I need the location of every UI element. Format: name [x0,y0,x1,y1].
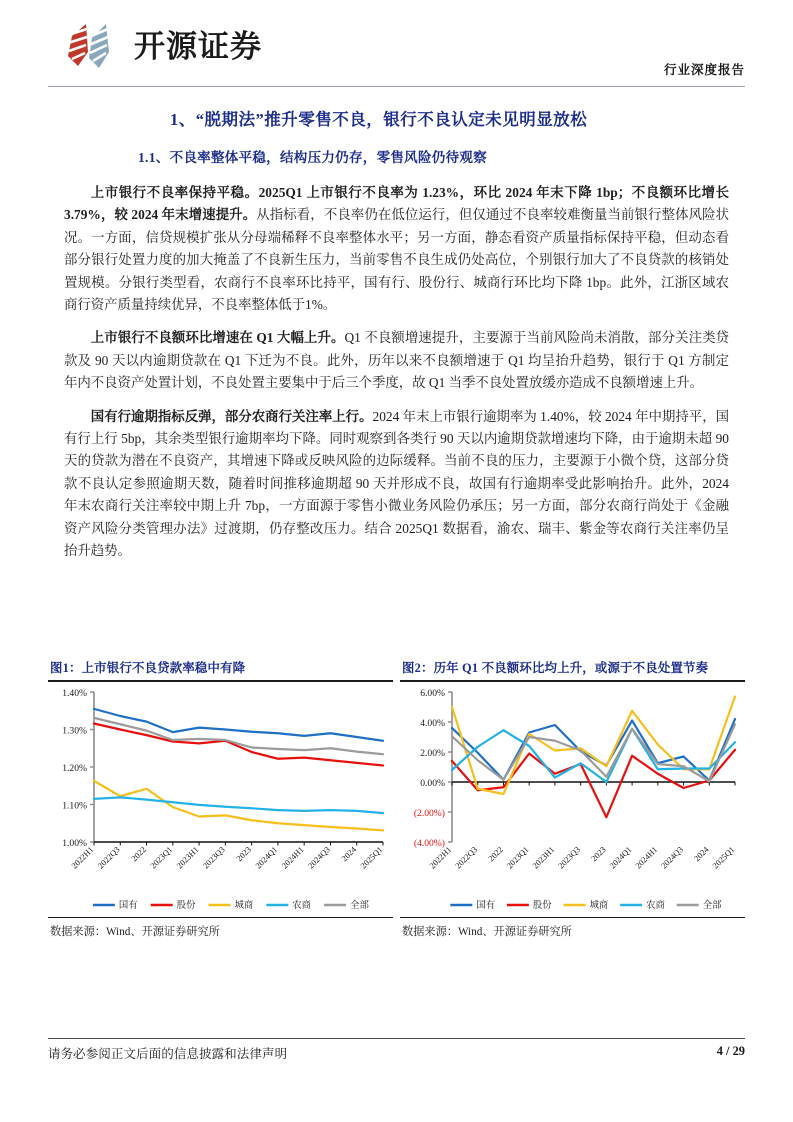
report-type-label: 行业深度报告 [663,63,745,77]
legend-label-农商: 农商 [292,900,312,911]
section-heading-1: 1、“脱期法”推升零售不良，银行不良认定未见明显放松 [170,110,588,129]
x-axis-tick-label: 2023 [589,844,608,863]
y-axis-tick-label: 1.10% [62,800,87,812]
x-axis-tick-label: 2024 [339,844,359,863]
x-axis-tick-label: 2023Q1 [505,844,531,871]
figure-2 [400,656,745,946]
series-line-城商 [452,696,735,794]
paragraph-3 [64,406,729,563]
x-axis-tick-label: 2024H1 [633,844,660,871]
x-axis-tick-label: 2025Q1 [358,844,385,871]
figure-2-source: 数据来源：Wind、开源证券研究所 [402,925,572,938]
x-axis-tick-label: 2022H1 [427,844,454,871]
paragraph-1-lead: 上市银行不良率保持平稳。 [90,185,259,200]
paragraph-1-bold: 2025Q1 上市银行不良率为 1.23%，环比 2024 年末下降 1bp；不良额环比增长 3.79%，较 2024 年末增速提升。 [64,185,730,223]
figure-1-chart [48,684,393,916]
paragraph-1-rest: 从指标看，不良率仍在低位运行，但仅通过不良率较难衡量当前银行整体风险状况。一方面，信贷规模扩张从分母端稀释不良率整体水平；另一方面，静态看资产质量指标保持平稳，但动态看部分银行处置力度的加大掩盖了不良新生压力，当前零售不良生成仍处高位，个别银行加大了不良贷款的核销处置规模。分银行类型看，农商行不良率环比持平，国有行、股份行、城商行环比均下降 1bp。此外，江浙区域农商行资产质量持续优异，不良率整体低于1%。 [64,207,730,313]
x-axis-tick-label: 2023Q3 [556,844,583,871]
legend-label-农商: 农商 [646,900,665,911]
legend-label-全部: 全部 [350,900,369,911]
brand-logo [66,22,262,70]
y-axis-tick-label: (4.00%) [413,837,445,849]
figure-2-title: 图2：历年 Q1 不良额环比均上升，或源于不良处置节奏 [402,661,709,675]
figure-1-plot-area [48,684,393,916]
series-line-国有 [94,708,383,740]
x-axis-tick-label: 2022Q3 [96,844,122,871]
x-axis-tick-label: 2024H1 [280,844,306,871]
y-axis-tick-label: 2.00% [420,747,445,759]
y-axis-tick-label: 6.00% [420,687,445,699]
footer-page-number: 4 / 29 [716,1044,745,1058]
x-axis-tick-label: 2023H1 [175,844,201,871]
footer-disclaimer: 请务必参阅正文后面的信息披露和法律声明 [48,1047,288,1061]
x-axis-tick-label: 2023H1 [530,844,557,871]
x-axis-tick-label: 2022 [129,844,148,863]
page-header [48,14,745,86]
paragraph-2-rest: Q1 不良额增速提升，主要源于当前风险尚未消散，部分关注类贷款及 90 天以内逾期贷款在 Q1 下迁为不良。此外，历年以来不良额增速于 Q1 均呈抬升趋势，银行于 Q1 方制定年内不良资产处置计划，不良处置主要集中于后三个季度，故 Q1 当季不良处置放缓亦造成不良额增速上升。 [64,330,729,391]
legend-label-城商: 城商 [589,900,609,911]
x-axis-tick-label: 2024Q1 [608,844,634,871]
y-axis-tick-label: 1.30% [62,725,87,737]
paragraph-3-lead: 国有行逾期指标反弹，部分农商行关注率上行。 [90,408,373,424]
body-content [64,182,729,574]
footer-divider [48,1038,745,1039]
series-line-城商 [94,780,383,830]
x-axis-tick-label: 2022 [486,844,505,863]
paragraph-3-rest: 2024 年末上市银行逾期率为 1.40%，较 2024 年中期持平，国有行上行 5bp，其余类型银行逾期率均下降。同时观察到各类行 90 天以内逾期贷款增速均下降，由于逾期未超 90 天的贷款为潜在不良资产，其增速下降或反映风险的边际缓释。当前不良的压力，主要源于小微个贷，这部分贷款不良认定参照逾期天数，随着时间推移逾期超 90 天并形成不良，故国有行逾期率受此影响抬升。此外，2024 年末农商行关注率较中期上升 7bp，一方面源于零售小微业务风险仍承压；另一方面，部分农商行尚处于《金融资产风险分类管理办法》过渡期，仍存整改压力。结合 2025Q1 数据看，渝农、瑞丰、紫金等农商行关注率仍呈抬升趋势。 [64,408,730,559]
legend-label-股份: 股份 [532,900,552,911]
brand-name: 开源证券 [134,28,262,64]
legend-label-城商: 城商 [234,900,254,911]
kaiyuan-logo-icon [66,22,124,70]
x-axis-tick-label: 2024 [692,844,711,863]
figure-1-source: 数据来源：Wind、开源证券研究所 [50,925,220,938]
y-axis-tick-label: 1.40% [62,687,87,699]
legend-label-国有: 国有 [118,900,138,911]
x-axis-tick-label: 2024Q3 [306,844,332,871]
y-axis-tick-label: 1.00% [62,837,87,849]
y-axis-tick-label: 1.20% [62,762,87,774]
x-axis-tick-label: 2022Q3 [453,844,480,871]
x-axis-tick-label: 2023Q3 [201,844,227,871]
header-divider [48,86,745,87]
legend-label-全部: 全部 [702,900,722,911]
paragraph-2-lead: 上市银行不良额环比增速在 Q1 大幅上升。 [90,330,345,346]
x-axis-tick-label: 2023 [234,844,254,863]
y-axis-tick-label: (2.00%) [413,807,445,819]
figure-1-top-rule [48,680,393,682]
x-axis-tick-label: 2023Q1 [148,844,175,871]
series-line-股份 [452,749,735,817]
legend-label-国有: 国有 [476,900,496,911]
x-axis-tick-label: 2024Q1 [253,844,280,871]
x-axis-tick-label: 2025Q1 [710,844,737,871]
figure-2-plot-area [400,684,745,916]
figure-2-chart [400,684,745,916]
x-axis-tick-label: 2024Q3 [659,844,685,871]
x-axis-tick-label: 2022H1 [69,844,96,871]
paragraph-2 [64,327,729,394]
figure-2-top-rule [400,680,745,682]
series-line-全部 [94,717,383,753]
figure-1 [48,656,393,946]
section-heading-1-1: 1.1、不良率整体平稳，结构压力仍存，零售风险仍待观察 [138,150,487,165]
legend-label-股份: 股份 [176,900,196,911]
y-axis-tick-label: 0.00% [420,777,445,789]
y-axis-tick-label: 4.00% [420,717,445,729]
series-line-农商 [94,797,383,813]
paragraph-1 [64,182,729,316]
figure-1-title: 图1：上市银行不良贷款率稳中有降 [50,661,246,675]
